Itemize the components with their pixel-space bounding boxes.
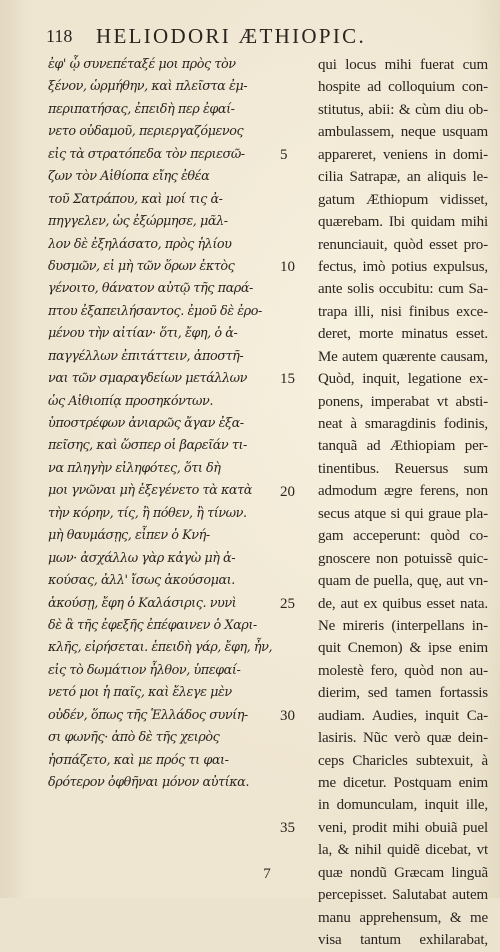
line-number: 10 <box>280 259 295 276</box>
latin-text-line: ceps Charicles subtexuit, à <box>318 752 488 769</box>
greek-text-line: να πληγὴν εἰληφότες, ὅτι δὴ <box>48 460 221 476</box>
page-number: 118 <box>46 26 73 46</box>
greek-text-line: δὲ ἃ τῆς ἐφεξῆς ἐπέφαινεν ὁ Χαρι- <box>48 617 257 633</box>
greek-text-line: ἀκούσῃ, ἔφη ὁ Καλάσιρις. νυνὶ <box>48 595 237 611</box>
latin-text-line: de, aut ex quibus esset nata. <box>318 595 488 612</box>
latin-text-line: trapa illi, nisi finibus exce- <box>318 303 488 320</box>
latin-text-line: tanquã ad Æthiopiam per- <box>318 438 488 455</box>
greek-text-line: μων· ἀσχάλλω γὰρ κἀγὼ μὴ ἀ- <box>48 550 236 566</box>
greek-text-line: ναι τῶν σμαραγδείων μετάλλων <box>48 371 247 387</box>
greek-text-line: ὑποστρέφων ἀνιαρῶς ἄγαν ἐξα- <box>48 416 244 431</box>
latin-text-line: deret, morte minatus esset. <box>318 326 488 343</box>
latin-text-line: appareret, veniens in domi- <box>318 146 488 163</box>
greek-text-line: δρότερον ὀφθῆναι μόνον αὐτίκα. <box>48 775 249 790</box>
latin-text-line: Ne mireris (interpellans in- <box>318 617 488 634</box>
latin-text-line: la, & nihil quidẽ dicebat, vt <box>318 842 488 859</box>
latin-text-line: audiam. Audies, inquit Ca- <box>318 707 488 724</box>
greek-text-line: παγγέλλων ἐπιτάττειν, ἀποστῆ- <box>48 348 244 364</box>
latin-text-line: secus atque si qui graue pla- <box>318 505 488 522</box>
latin-text-line: me dicetur. Postquam enim <box>318 775 488 791</box>
greek-text-line: εἰς τὸ δωμάτιον ἦλθον, ὑπεφαί- <box>48 662 241 678</box>
line-number: 15 <box>280 371 295 388</box>
greek-text-line: κούσας, ἀλλ' ἴσως ἀκούσομαι. <box>48 573 235 589</box>
latin-text-line: gam acceperunt: quòd co- <box>318 528 488 545</box>
latin-text-line: quit Cnemon) & ipse enim <box>318 640 488 657</box>
greek-text-line: λον δὲ ἐξηλάσατο, πρὸς ἡλίου <box>48 236 232 252</box>
greek-text-line: οὐδέν, ὅπως τῆς Ἑλλάδος συνίη- <box>48 707 248 723</box>
latin-text-line: qui locus mihi fuerat cum <box>318 57 488 73</box>
latin-text-line: Quòd, inquit, legatione ex- <box>318 371 488 388</box>
greek-text-line: τὴν κόρην, τίς, ἢ πόθεν, ἢ τίνων. <box>48 505 247 521</box>
latin-text-line: Me autem quærente causam, <box>318 348 488 365</box>
greek-text-line: γένοιτο, θάνατον αὐτῷ τῆς παρά- <box>48 281 253 297</box>
page-header <box>46 26 482 52</box>
latin-text-line: renunciauit, quòd esset pro- <box>318 236 488 253</box>
greek-text-line: ξένον, ὡρμήθην, καὶ πλεῖστα ἐμ- <box>48 79 248 95</box>
greek-text-line: μένου τὴν αἰτίαν· ὅτι, ἔφη, ὁ ἀ- <box>48 326 238 342</box>
latin-text-line: admodum ægre ferens, non <box>318 483 488 500</box>
signature-mark: 7 <box>263 866 271 882</box>
latin-text-line: fectus, imò potius expulsus, <box>318 258 488 275</box>
line-number: 35 <box>280 820 295 837</box>
latin-text-line: tinentibus. Reuersus sum <box>318 460 488 477</box>
latin-text-line: lasiris. Nũc verò quæ dein- <box>318 730 488 747</box>
greek-text-line: μὴ θαυμάσῃς, εἶπεν ὁ Κνή- <box>48 528 210 544</box>
line-number: 25 <box>280 595 295 612</box>
latin-text-line: dierim, sed tamen fortassis <box>318 685 488 702</box>
latin-text-line: quærebam. Ibi quidam mihi <box>318 214 488 231</box>
greek-text-line: πτου ἐξαπειλήσαντος. ἐμοῦ δὲ ἐρο- <box>48 303 262 319</box>
greek-text-column <box>48 54 276 794</box>
latin-text-line: quam de puella, quę, aut vn- <box>318 573 488 590</box>
greek-text-line: περιπατήσας, ἐπειδὴ περ ἐφαί- <box>48 101 235 117</box>
greek-text-line: εἰς τὰ στρατόπεδα τὸν περιεσῶ- <box>48 146 245 162</box>
latin-text-line: gatum Æthiopum vidisset, <box>318 191 488 208</box>
greek-text-line: πηγγελεν, ὡς ἐξώρμησε, μᾶλ- <box>48 214 228 230</box>
greek-text-line: ζων τὸν Αἰθίοπα εἴης ἐθέα <box>48 169 210 185</box>
line-number: 20 <box>280 483 295 500</box>
latin-text-line: ante solis occubitu: cum Sa- <box>318 281 488 298</box>
greek-text-line: νετο οὐδαμοῦ, περιεργαζόμενος <box>48 124 244 140</box>
greek-text-line: κλῆς, εἰρήσεται. ἐπειδὴ γάρ, ἔφη, ἦν, <box>48 640 273 656</box>
latin-text-line: veni, prodit mihi obuiã puel <box>318 819 488 836</box>
greek-text-line: νετό μοι ἡ παῖς, καὶ ἔλεγε μὲν <box>48 685 232 701</box>
latin-text-column <box>318 54 488 952</box>
line-number: 30 <box>280 708 295 725</box>
latin-text-line: quæ nondũ Græcam linguã <box>318 864 488 881</box>
latin-text-line: ponens, imperabat vt absti- <box>318 393 488 410</box>
latin-text-line: stitutus, abii: & cùm diu ob- <box>318 101 488 118</box>
greek-text-line: σι φωνῆς· ἀπὸ δὲ τῆς χειρὸς <box>48 730 220 746</box>
greek-text-line: μοι γνῶναι μὴ ἐξεγένετο τὰ κατὰ <box>48 483 252 499</box>
latin-text-line: hospite ad colloquium con- <box>318 79 488 96</box>
greek-text-line: δυσμῶν, εἰ μὴ τῶν ὅρων ἐκτὸς <box>48 258 235 274</box>
latin-text-line: ambulassem, neque usquam <box>318 124 488 141</box>
greek-text-line: ὡς Αἰθιοπίᾳ προσηκόντων. <box>48 393 213 409</box>
latin-text-line: percepisset. Salutabat autem <box>318 887 488 904</box>
latin-text-line: molestè fero, quòd non au- <box>318 662 488 679</box>
latin-text-line: neat à smaragdinis fodinis, <box>318 416 488 432</box>
latin-text-line: visa tantum exhilarabat, <box>318 932 488 949</box>
latin-text-line: cilia Satrapæ, an aliquis le- <box>318 169 488 186</box>
latin-text-line: gnoscere non potuissẽ quic- <box>318 550 488 567</box>
greek-text-line: πεῖσης, καὶ ὥσπερ οἱ βαρεῖάν τι- <box>48 438 247 454</box>
latin-text-line: in domunculam, inquit ille, <box>318 797 488 814</box>
latin-text-line: manu apprehensum, & me <box>318 909 488 926</box>
line-number: 5 <box>280 146 288 163</box>
greek-text-line: ἐφ' ᾧ συνεπέταξέ μοι πρὸς τὸν <box>48 57 236 72</box>
greek-text-line: ἠσπάζετο, καὶ με πρός τι φαι- <box>48 752 229 768</box>
running-head: HELIODORI ÆTHIOPIC. <box>96 24 367 48</box>
greek-text-line: τοῦ Σατράπου, καὶ μοί τις ἀ- <box>48 191 223 207</box>
